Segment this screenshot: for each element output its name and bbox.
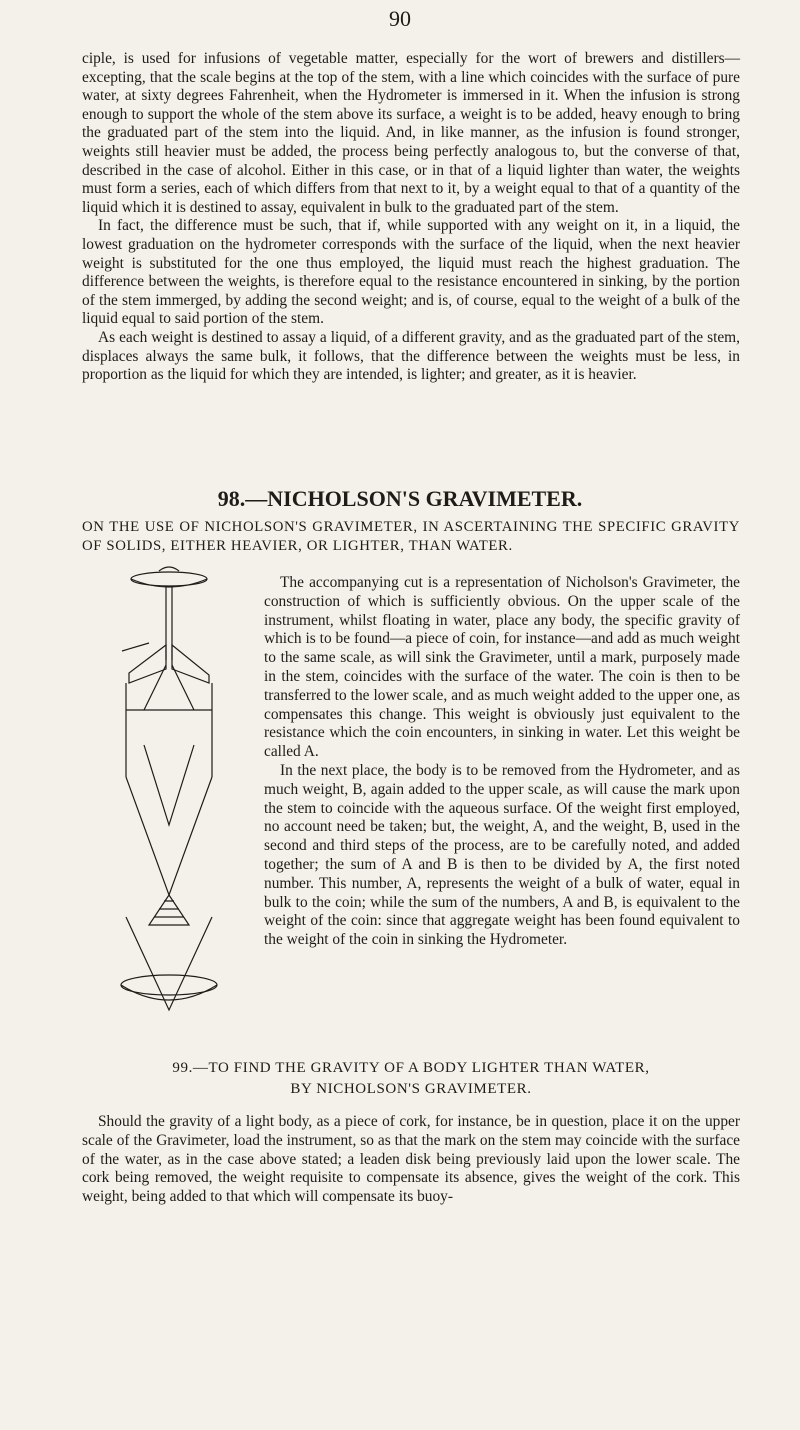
paragraph: The accompanying cut is a representation of Nicholson's Gravimeter, the construction of which is sufficiently obvious. On the upper scale of the instrument, whilst floating in water, place any body, the specific gravity of which is to be found—a piece of coin, for instance—and add as much weight to the same scale, as will sink the Gravimeter, until a mark, purposely made in the stem, coincides with the surface of the water. The coin is then to be transferred to the lower scale, and as much weight added to the upper one, as compensates this change. This weight is obviously just equivalent to the resistance which the coin encounters, in sinking in water. Let this weight be called A. [264,574,740,761]
section-99-heading-line-2: BY NICHOLSON'S GRAVIMETER. [290,1081,532,1097]
section-99-heading [82,1058,740,1100]
section-98-subheading: ON THE USE OF NICHOLSON'S GRAVIMETER, IN ASCERTAINING THE SPECIFIC GRAVITY OF SOLIDS, EITHER HEAVIER, OR LIGHTER, THAN WATER. [82,519,740,554]
section-99-heading-line-1: 99.—TO FIND THE GRAVITY OF A BODY LIGHTER THAN WATER, [172,1060,650,1076]
paragraph: Should the gravity of a light body, as a piece of cork, for instance, be in question, place it on the upper scale of the Gravimeter, load the instrument, so as that the mark on the stem may coincide with the surface of the water, as in the case above stated; a leaden disk being previously laid upon the lower scale. The cork being removed, the weight requisite to compensate its absence, gives the weight of the cork. This weight, being added to that which will compensate its buoy- [82,1113,740,1206]
page-number: 90 [389,6,411,31]
top-text [82,50,740,385]
paragraph: As each weight is destined to assay a liquid, of a different gravity, and as the graduated part of the stem, displaces always the same bulk, it follows, that the difference between the weights must be less, in proportion as the liquid for which they are intended, is lighter; and greater, as it is heavier. [82,328,740,384]
paragraph: In fact, the difference must be such, that if, while supported with any weight on it, in a liquid, the lowest graduation on the hydrometer corresponds with the surface of the liquid, when the next heavier weight is substituted for the one thus employed, the liquid must reach the highest graduation. The difference between the weights, is therefore equal to the resistance encountered in sinking, by the portion of the stem immerged, by adding the second weight; and is, of course, equal to the weight of a bulk of the liquid equal to said portion of the stem. [82,217,740,328]
paragraph: ciple, is used for infusions of vegetable matter, especially for the wort of brewers and distillers—excepting, that the scale begins at the top of the stem, with a line which coincides with the surface of pure water, at sixty degrees Fahrenheit, when the Hydrometer is immersed in it. When the infusion is strong enough to support the whole of the stem above its surface, a weight is to be added, heavy enough to bring the graduated part of the stem into the liquid. And, in like manner, as the infusion is found stronger, weights still heavier must be added, the process being perfectly analogous to, but the converse of that, described in the case of alcohol. Either in this case, or in that of a liquid lighter than water, the weights must form a series, each of which differs from that next to it, by a weight equal to that of a quantity of the liquid which it is destined to assay, equivalent in bulk to the graduated part of the stem. [82,50,740,216]
paragraph: In the next place, the body is to be removed from the Hydrometer, and as much weight, B, again added to the upper scale, as will cause the mark upon the stem to coincide with the aqueous surface. Of the weight first employed, no account need be taken; but, the weight, A, and the weight, B, used in the second and third steps of the process, are to be carefully noted, and added together; the sum of A and B is then to be divided by A, the first noted number. This number, A, represents the weight of a bulk of water, equal in bulk to the coin; while the sum of the numbers, A and B, is equivalent to the weight of the coin: since that aggregate weight has been found equivalent to the weight of the coin in sinking the Hydrometer. [264,761,740,949]
section-99-text [82,1113,740,1207]
section-98-text [264,574,740,950]
gravimeter-illustration [104,565,234,1020]
section-98-heading: 98.—NICHOLSON'S GRAVIMETER. [217,486,583,511]
